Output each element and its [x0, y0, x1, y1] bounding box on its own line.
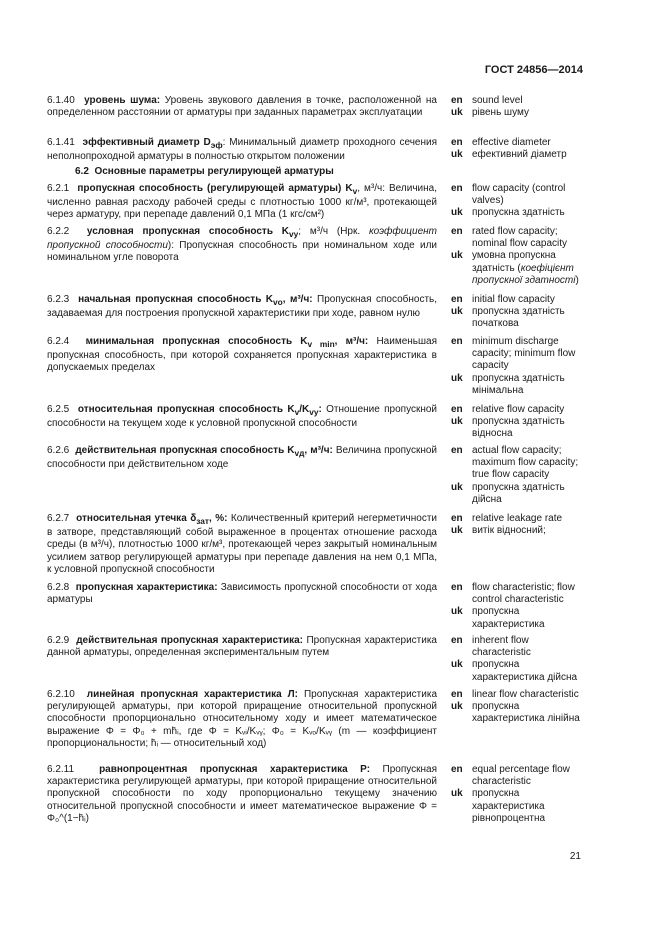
entry-term: начальная пропускная способность $K_{vo}$, м³/ч:: [78, 294, 313, 307]
entry-term: эффективный диаметр $D_{эф}$: [82, 137, 223, 150]
entry-term: действительная пропускная способность $K_{vд}$, м³/ч:: [75, 445, 333, 458]
translations-6-2-7: en relative leakage rate uk витік відносний;: [451, 513, 563, 537]
entry-number: 6.1.40: [47, 95, 75, 106]
entry-term: относительная утечка $\delta_{зат}$, %:: [76, 513, 228, 526]
term-entry-6-2-6: 6.2.6 действительная пропускная способность $K_{vд}$, м³/ч: Величина пропускной способности при действительном ходе: [47, 445, 437, 471]
entry-definition: Зависимость пропускной способности от хода арматуры: [47, 582, 438, 606]
term-entry-6-2-4: 6.2.4 минимальная пропускная способность $K_{v min}$, м³/ч: Наименьшая пропускная способность, при которой сохраняется пропускная характеристика в допускаемых пределах: [47, 336, 437, 374]
entry-term: действительная пропускная характеристика:: [76, 635, 303, 646]
term-entry-6-2-2: 6.2.2 условная пропускная способность $K_{vy}$; м³/ч (Нрк. коэффициент пропускной способности): Пропускная способность при номинальном ходе или номинальном угле поворота: [47, 226, 437, 264]
translations-6-2-2: en rated flow capacity; nominal flow capacity uk умовна пропускна здатність (коефіцієнт пропускної здатності): [451, 226, 579, 286]
term-entry-6-2-11: 6.2.11 равнопроцентная пропускная характеристика Р: Пропускная характеристика регулирующей арматуры, при которой приращение относительной пропускной способности по ходу пропорционально текущему значению относительной пропускной способности и имеет математическое выражение Φ = Φ₀^(1−h̄ᵢ): [47, 764, 438, 824]
translations-6-2-1: en flow capacity (control valves) uk пропускна здатність: [451, 183, 566, 219]
translations-6-2-11: en equal percentage flow characteristic uk пропускна характеристика рівнопроцентна: [451, 764, 570, 824]
term-entry-6-2-7: 6.2.7 относительная утечка $\delta_{зат}$, %: Количественный критерий негерметичности в затворе, представляющий собой выраженное в процентах отношение расхода среды (в м³/ч), плотностью 1000 кг/м³, протекающей через закрытый номинальным усилием затвор регулирующей арматуры при перепаде давления на нем 0,1 МПа, к условной пропускной способности: [47, 513, 437, 575]
entry-definition: Количественный критерий негерметичности в затворе, представляющий собой выраженное в процентах отношение расхода среды (в м³/ч), плотностью 1000 кг/м³, протекающей через закрытый номинальным усилием затвор регулирующей арматуры при перепаде давления на нем 0,1 МПа, к условной пропускной способности: [47, 513, 437, 575]
translations-6-2-8: en flow characteristic; flow control characteristic uk пропускна характеристика: [451, 582, 575, 630]
term-entry-6-2-1: 6.2.1 пропускная способность (регулирующей арматуры) $K_v$, м³/ч: Величина, численно равная расходу рабочей среды с плотностью 1000 кг/м³, протекающей через арматуру, при перепаде давлений 0,1 МПа (1 кгс/см²): [47, 183, 437, 221]
entry-term: условная пропускная способность $K_{vy}$: [86, 226, 299, 239]
term-entry-6-2-5: 6.2.5 относительная пропускная способность $K_v/K_{vy}$: Отношение пропускной способности на текущем ходе к условной пропускной способности: [47, 404, 438, 430]
entry-term: равнопроцентная пропускная характеристика Р:: [99, 764, 371, 775]
entry-term: минимальная пропускная способность $K_{v min}$, м³/ч:: [85, 336, 369, 349]
term-entry-6-2-10: 6.2.10 линейная пропускная характеристика Л: Пропускная характеристика регулирующей арматуры, при которой приращение относительной пропускной способности пропорционально относительному ходу и имеет математическое выражение Φ = Φ₀ + mh̄ᵢ, где Φ = Kᵥᵢ/Kᵥᵧ; Φ₀ = Kᵥₒ/Kᵥᵧ (m — коэффициент пропорциональности; h̄ᵢ — относительный ход): [47, 689, 438, 749]
entry-definition: Величина пропускной способности при действительном ходе: [47, 445, 437, 471]
translations-6-2-3: en initial flow capacity uk пропускна здатність початкова: [451, 294, 565, 330]
section-heading: 6.2 Основные параметры регулирующей арматуры: [75, 166, 334, 177]
entry-definition: ): Пропускная способность при номинальном ходе или номинальном угле поворота: [47, 240, 437, 264]
entry-definition: Пропускная характеристика данной арматуры, определенная экспериментальным путем: [47, 635, 437, 659]
term-entry-6-2-9: 6.2.9 действительная пропускная характеристика: Пропускная характеристика данной арматуры, определенная экспериментальным путем: [47, 635, 437, 659]
entry-definition: Пропускная способность, задаваемая для построения пропускной характеристики при ходе, равном нулю: [47, 294, 438, 320]
entry-term: относительная пропускная способность $K_v/K_{vy}$:: [77, 404, 322, 417]
translations-6-2-5: en relative flow capacity uk пропускна здатність відносна: [451, 404, 565, 440]
entry-term: пропускная характеристика:: [75, 582, 218, 593]
term-entry-6-2-8: 6.2.8 пропускная характеристика: Зависимость пропускной способности от хода арматуры: [47, 582, 438, 606]
entry-term: уровень шума:: [84, 95, 161, 106]
translations-6-1-41: en effective diameter uk ефективний діаметр: [451, 137, 567, 161]
translations-6-2-4: en minimum discharge capacity; minimum flow capacity uk пропускна здатність мінімальна: [451, 336, 576, 396]
term-entry-6-1-40: [47, 95, 437, 119]
entry-definition: Наименьшая пропускная способность, при которой сохраняется пропускная характеристика в допускаемых пределах: [47, 336, 437, 374]
translations-6-2-9: en inherent flow characteristic uk пропускна характеристика дійсна: [451, 635, 578, 683]
entry-definition: Отношение пропускной способности на текущем ходе к условной пропускной способности: [47, 404, 438, 430]
translations-6-1-40: en sound level uk рівень шуму: [451, 95, 529, 119]
entry-definition: Пропускная характеристика регулирующей арматуры, при которой приращение относительной пропускной способности по ходу пропорционально текущему значению относительной пропускной способности и имеет математическое выражение Φ = Φ₀^(1−h̄ᵢ): [47, 764, 438, 824]
translations-6-2-6: en actual flow capacity; maximum flow capacity; true flow capacity uk пропускна здатність дійсна: [451, 445, 579, 505]
entry-definition: Уровень звукового давления в точке, расположенной на определенном расстоянии от арматуры при заданных параметрах эксплуатации: [47, 95, 437, 119]
entry-definition: , м³/ч: Величина, численно равная расходу рабочей среды с плотностью 1000 кг/м³, протекающей через арматуру, при перепаде давлений 0,1 МПа (1 кгс/см²): [47, 183, 437, 221]
entry-definition: : Минимальный диаметр проходного сечения неполнопроходной арматуры в полностью открытом положении: [47, 137, 438, 163]
entry-term: линейная пропускная характеристика Л:: [86, 689, 299, 700]
document-header: ГОСТ 24856—2014: [484, 64, 583, 76]
term-entry-6-2-3: 6.2.3 начальная пропускная способность $K_{vo}$, м³/ч: Пропускная способность, задаваемая для построения пропускной характеристики при ходе, равном нулю: [47, 294, 438, 320]
translations-6-2-10: en linear flow characteristic uk пропускна характеристика лінійна: [451, 689, 580, 725]
entry-definition: Пропускная характеристика регулирующей арматуры, при которой приращение относительной пропускной способности пропорционально относительному ходу и имеет математическое выражение Φ = Φ₀ + mh̄ᵢ, где Φ = Kᵥᵢ/Kᵥᵧ; Φ₀ = Kᵥₒ/Kᵥᵧ (m — коэффициент пропорциональности; h̄ᵢ — относительный ход): [47, 689, 438, 749]
page-number: 21: [569, 851, 581, 862]
term-entry-6-1-41: 6.1.41 эффективный диаметр $D_{эф}$: Минимальный диаметр проходного сечения неполнопроходной арматуры в полностью открытом положении: [47, 137, 438, 163]
entry-term: пропускная способность (регулирующей арматуры) $K_v$: [77, 183, 358, 196]
